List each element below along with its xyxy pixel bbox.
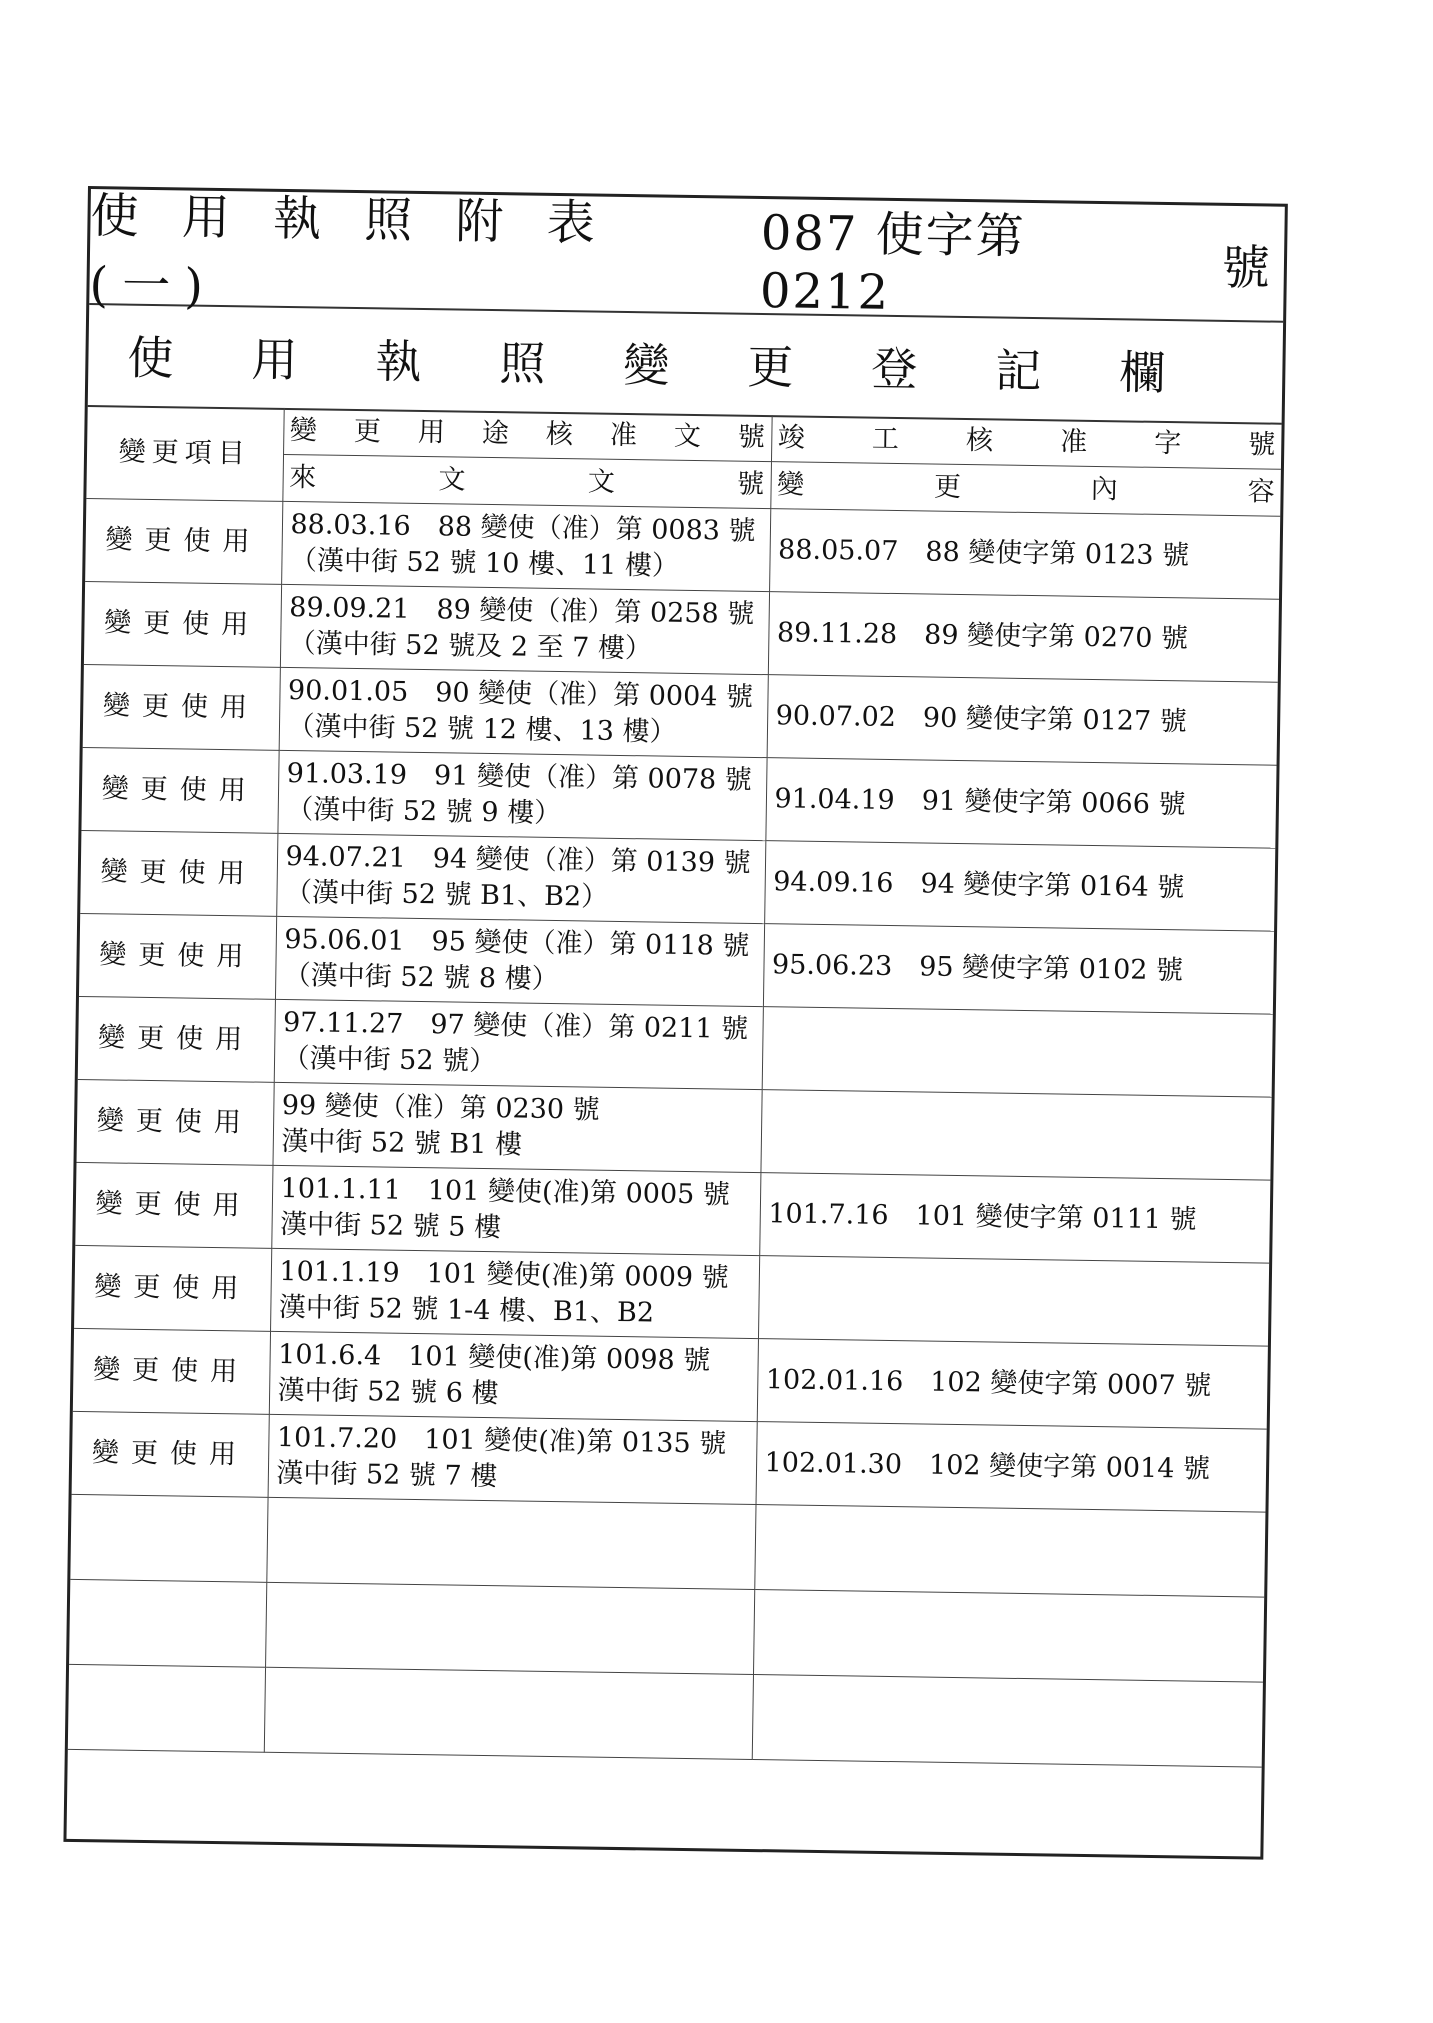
approval-line1: 99 變使（准）第 0230 號 (281, 1089, 600, 1126)
title-prefix: 使 用 執 照 附 表 (一) (89, 188, 610, 315)
approval-line2: （漢中街 52 號 8 樓） (283, 959, 559, 996)
approval-line1: 95.06.01 95 變使（准）第 0118 號 (284, 923, 750, 962)
row-item: 變更使用 (79, 913, 276, 999)
approval-line1: 91.03.19 91 變使（准）第 0078 號 (286, 758, 753, 796)
approval-line1: 94.07.21 94 變使（准）第 0139 號 (285, 841, 751, 879)
approval-line2: 漢中街 52 號 6 樓 (277, 1374, 499, 1410)
row-item: 變更使用 (75, 1162, 272, 1248)
license-number: 087 使字第 0212 (759, 204, 1027, 321)
row-completion: 102.01.16 102 變使字第 0007 號 (757, 1339, 1268, 1430)
row-approval (275, 916, 764, 1006)
approval-line2: 漢中街 52 號 7 樓 (276, 1457, 498, 1493)
row-completion: 95.06.23 95 變使字第 0102 號 (763, 924, 1274, 1015)
row-item: 變更使用 (85, 499, 282, 585)
approval-line1: 101.7.20 101 變使(准)第 0135 號 (276, 1421, 727, 1460)
row-completion: 89.11.28 89 變使字第 0270 號 (768, 592, 1279, 683)
header-completion-no: 竣工核准字號 (771, 415, 1282, 469)
row-item: 變更使用 (74, 1245, 271, 1331)
empty-cell (265, 1582, 754, 1674)
approval-line1: 97.11.27 97 變使（准）第 0211 號 (282, 1006, 749, 1045)
approval-line2: （漢中街 52 號及 2 至 7 樓） (288, 628, 653, 665)
empty-cell (68, 1664, 265, 1752)
row-approval (279, 667, 768, 757)
row-approval (269, 1331, 758, 1421)
row-approval (281, 501, 770, 591)
row-completion (762, 1007, 1273, 1098)
empty-cell (266, 1497, 755, 1589)
row-approval (280, 584, 769, 674)
approval-line2: （漢中街 52 號 12 樓、13 樓） (287, 711, 677, 748)
title-suffix: 號 (1221, 239, 1285, 297)
empty-cell (753, 1590, 1264, 1683)
header-incoming-doc: 來文文號 (282, 454, 771, 508)
header-change-content: 變更內容 (770, 462, 1281, 517)
approval-line1: 88.03.16 88 變使（准）第 0083 號 (290, 509, 756, 547)
row-approval (272, 1082, 761, 1172)
approval-line2: （漢中街 52 號 10 樓、11 樓） (289, 545, 680, 582)
approval-line1: 101.1.19 101 變使(准)第 0009 號 (279, 1255, 729, 1294)
approval-line1: 101.1.11 101 變使(准)第 0005 號 (280, 1172, 731, 1211)
row-item: 變更使用 (78, 996, 275, 1082)
row-completion: 88.05.07 88 變使字第 0123 號 (769, 509, 1280, 600)
row-item: 變更使用 (83, 664, 280, 750)
header-item: 變更項目 (86, 405, 283, 501)
approval-line2: （漢中街 52 號 B1、B2） (284, 877, 609, 913)
approval-line2: 漢中街 52 號 B1 樓 (281, 1125, 523, 1161)
row-approval (274, 999, 763, 1089)
row-completion (760, 1090, 1271, 1181)
row-item: 變更使用 (81, 747, 278, 833)
approval-line2: （漢中街 52 號） (282, 1042, 497, 1078)
approval-line2: 漢中街 52 號 5 樓 (279, 1208, 502, 1244)
approval-line2: （漢中街 52 號 9 樓） (286, 794, 562, 830)
empty-cell (752, 1675, 1263, 1768)
license-attachment-sheet (63, 186, 1287, 1860)
row-completion: 102.01.30 102 變使字第 0014 號 (756, 1422, 1267, 1513)
row-item: 變更使用 (73, 1328, 270, 1414)
row-completion: 94.09.16 94 變使字第 0164 號 (764, 841, 1275, 932)
row-completion (758, 1256, 1269, 1347)
empty-cell (264, 1667, 753, 1759)
header-approval-no: 變更用途核准文號 (283, 408, 772, 462)
section-title: 使用執照變更登記欄 (88, 303, 1283, 425)
row-item: 變更使用 (84, 582, 281, 668)
document-title (89, 189, 1285, 323)
row-item: 變更使用 (72, 1411, 269, 1497)
empty-cell (69, 1579, 266, 1667)
approval-line2: 漢中街 52 號 1-4 樓、B1、B2 (278, 1291, 655, 1329)
change-registry-table (68, 405, 1282, 1768)
approval-line1: 90.01.05 90 變使（准）第 0004 號 (287, 675, 754, 713)
row-completion: 91.04.19 91 變使字第 0066 號 (765, 758, 1276, 849)
row-item: 變更使用 (80, 830, 277, 916)
row-approval (277, 750, 766, 840)
empty-cell (70, 1494, 267, 1582)
approval-line1: 89.09.21 89 變使（准）第 0258 號 (289, 592, 755, 630)
row-approval (268, 1414, 757, 1504)
row-approval (276, 833, 765, 923)
row-approval (270, 1248, 759, 1338)
row-completion: 90.07.02 90 變使字第 0127 號 (767, 675, 1278, 766)
approval-line1: 101.6.4 101 變使(准)第 0098 號 (277, 1338, 711, 1377)
row-item: 變更使用 (77, 1079, 274, 1165)
empty-row (68, 1664, 1263, 1767)
row-approval (271, 1165, 760, 1255)
row-completion: 101.7.16 101 變使字第 0111 號 (759, 1173, 1270, 1264)
empty-cell (754, 1505, 1265, 1598)
